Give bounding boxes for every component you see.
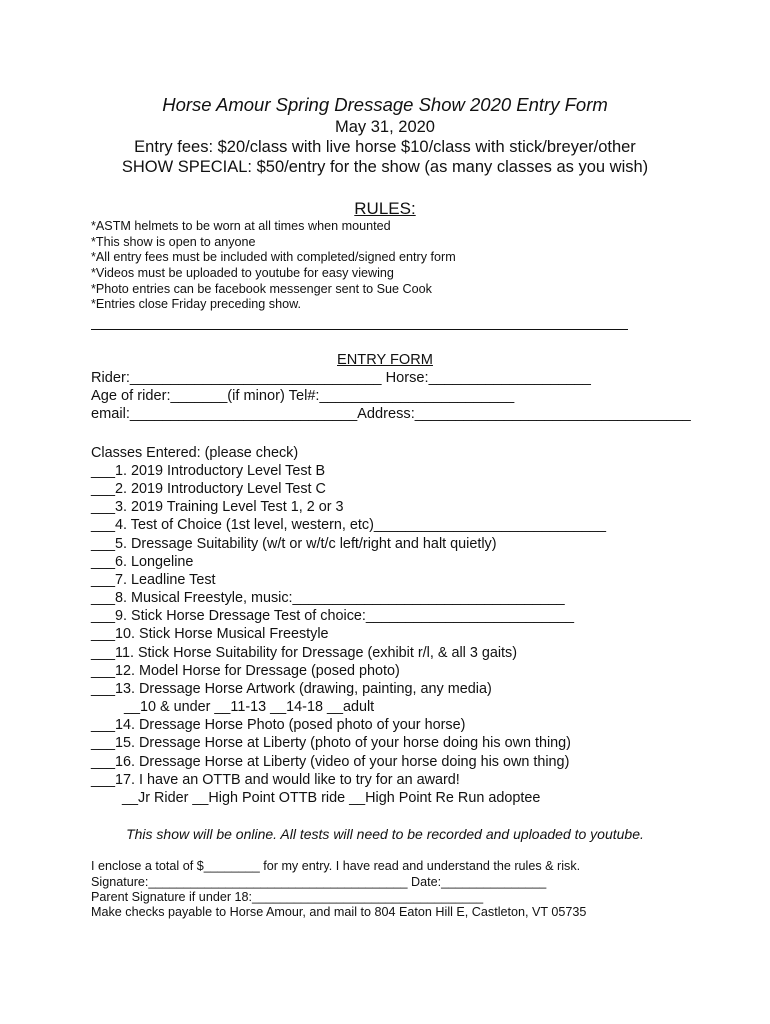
class-item[interactable]: ___8. Musical Freestyle, music:__________________________________ (91, 590, 565, 606)
rule-item: *Videos must be uploaded to youtube for easy viewing (91, 266, 394, 280)
ottb-award-options[interactable]: __Jr Rider __High Point OTTB ride __High Point Re Run adoptee (110, 790, 541, 806)
entry-fees: Entry fees: $20/class with live horse $10/class with stick/breyer/other (134, 138, 636, 156)
parent-signature-field[interactable]: Parent Signature if under 18:_________________________________ (91, 890, 484, 904)
signature-date-field[interactable]: Signature:_____________________________________ Date:_______________ (91, 875, 547, 889)
class-item[interactable]: ___7. Leadline Test (91, 572, 216, 588)
class-item[interactable]: ___2. 2019 Introductory Level Test C (91, 481, 326, 497)
class-item[interactable]: ___14. Dressage Horse Photo (posed photo of your horse) (91, 717, 466, 733)
mailing-instructions: Make checks payable to Horse Amour, and mail to 804 Eaton Hill E, Castleton, VT 05735 (91, 905, 587, 919)
class-item[interactable]: ___5. Dressage Suitability (w/t or w/t/c left/right and halt quietly) (91, 536, 497, 552)
class-item[interactable]: ___1. 2019 Introductory Level Test B (91, 463, 326, 479)
class-item[interactable]: ___4. Test of Choice (1st level, western, etc)_____________________________ (91, 517, 606, 533)
class-item[interactable]: ___12. Model Horse for Dressage (posed photo) (91, 663, 400, 679)
class-item[interactable]: ___16. Dressage Horse at Liberty (video of your horse doing his own thing) (91, 754, 570, 770)
entry-form-heading: ENTRY FORM (337, 352, 433, 368)
class-item[interactable]: ___9. Stick Horse Dressage Test of choice:__________________________ (91, 608, 574, 624)
show-special: SHOW SPECIAL: $50/entry for the show (as many classes as you wish) (121, 158, 649, 176)
rider-horse-field[interactable]: Rider:_______________________________ Horse:____________________ (91, 370, 591, 386)
class-item[interactable]: ___3. 2019 Training Level Test 1, 2 or 3 (91, 499, 344, 515)
rule-item: *Photo entries can be facebook messenger sent to Sue Cook (91, 282, 432, 296)
class-item[interactable]: ___13. Dressage Horse Artwork (drawing, painting, any media) (91, 681, 492, 697)
class-item[interactable]: ___11. Stick Horse Suitability for Dressage (exhibit r/l, & all 3 gaits) (91, 645, 518, 661)
class-item[interactable]: ___6. Longeline (91, 554, 194, 570)
class-item[interactable]: ___10. Stick Horse Musical Freestyle (91, 626, 329, 642)
payment-statement[interactable]: I enclose a total of $________ for my entry. I have read and understand the rules & risk. (91, 859, 581, 873)
rules-heading: RULES: (354, 199, 416, 218)
online-note: This show will be online. All tests will need to be recorded and uploaded to youtube. (126, 826, 644, 842)
show-date: May 31, 2020 (335, 118, 435, 136)
rule-item: *Entries close Friday preceding show. (91, 297, 301, 311)
email-address-field[interactable]: email:____________________________Address:__________________________________ (91, 406, 691, 422)
rule-item: *ASTM helmets to be worn at all times when mounted (91, 219, 391, 233)
form-title: Horse Amour Spring Dressage Show 2020 Entry Form (162, 94, 608, 115)
rule-item: *This show is open to anyone (91, 235, 256, 249)
class-item[interactable]: ___17. I have an OTTB and would like to try for an award! (91, 772, 460, 788)
class-item[interactable]: ___15. Dressage Horse at Liberty (photo of your horse doing his own thing) (91, 735, 571, 751)
age-tel-field[interactable]: Age of rider:_______(if minor) Tel#:________________________ (91, 388, 515, 404)
age-group-options[interactable]: __10 & under __11-13 __14-18 __adult (112, 699, 375, 715)
classes-heading: Classes Entered: (please check) (91, 445, 299, 461)
rule-item: *All entry fees must be included with completed/signed entry form (91, 250, 456, 264)
section-divider (91, 329, 628, 330)
